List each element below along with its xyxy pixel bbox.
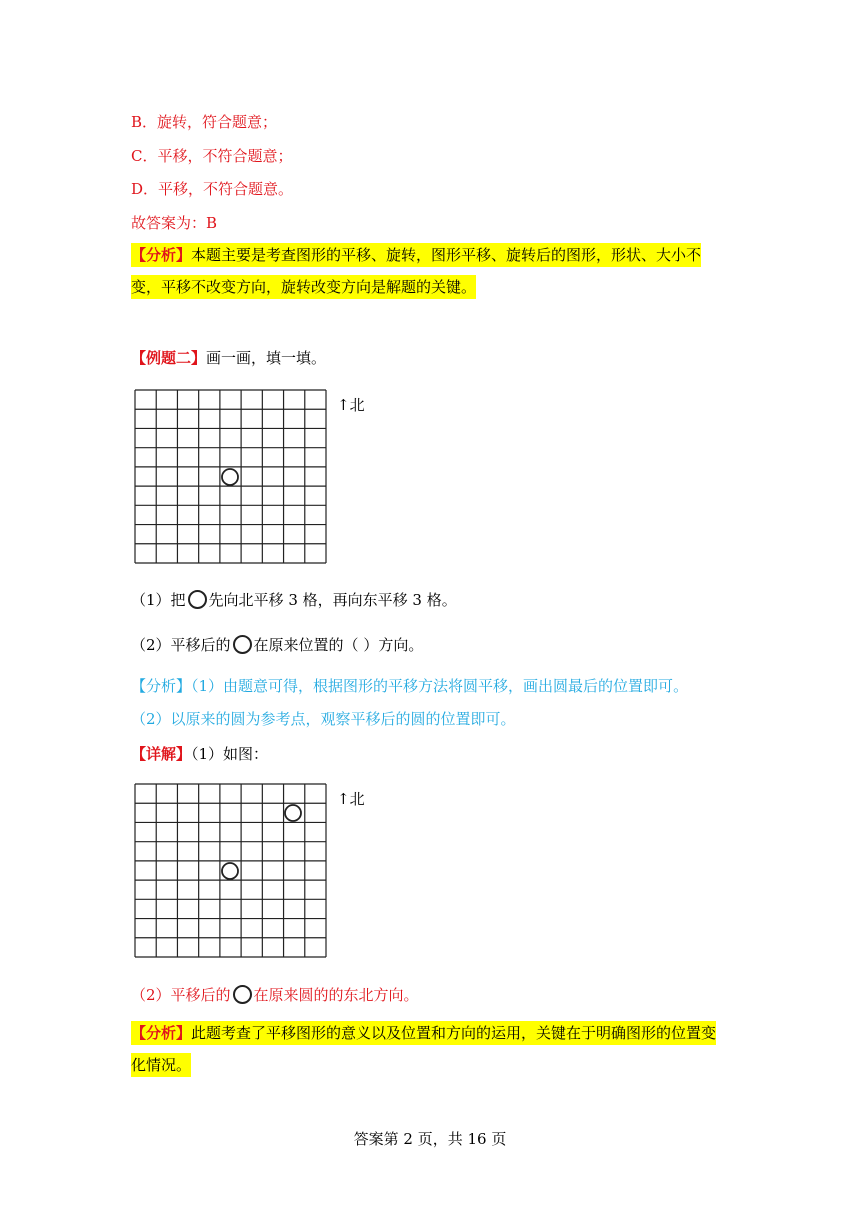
circle-icon — [188, 590, 207, 609]
analysis-2-line1 — [131, 675, 688, 697]
north-label: 北 — [349, 396, 365, 414]
page-footer: 答案第 2 页，共 16 页 — [353, 1130, 507, 1148]
analysis-text: 本题主要是考查图形的平移、旋转，图形平移、旋转后的图形，形状、大小不变，平移不改变方向，旋转改变方向是解题的关键。 — [131, 246, 702, 296]
example-prompt: 画一画，填一填。 — [206, 349, 327, 367]
circle-icon — [233, 985, 252, 1004]
q2-before: （2）平移后的 — [131, 636, 231, 654]
north-indicator — [337, 394, 365, 415]
question-2 — [131, 634, 423, 656]
answer-line: 故答案为：B — [131, 214, 218, 232]
example-tag: 【例题二】 — [131, 349, 207, 367]
analysis-tag: 【分析】 — [131, 246, 192, 264]
analysis-1 — [131, 239, 731, 303]
question-1 — [131, 589, 457, 611]
option-c: C．平移，不符合题意； — [131, 147, 293, 165]
analysis-2-line2: （2）以原来的圆为参考点，观察平移后的圆的位置即可。 — [131, 710, 516, 728]
grid-diagram-answer — [134, 783, 329, 963]
north-label: 北 — [349, 790, 365, 808]
circle-icon — [233, 635, 252, 654]
analysis-3 — [131, 1017, 731, 1081]
analysis2-tag: 【分析】 — [131, 677, 192, 695]
a2-before: （2）平移后的 — [131, 986, 231, 1004]
circle-original — [222, 469, 238, 485]
grid-diagram-question — [134, 389, 329, 569]
analysis2-line1: （1）由题意可得，根据图形的平移方法将圆平移，画出圆最后的位置即可。 — [191, 677, 689, 695]
answer-2 — [131, 984, 419, 1006]
detail-tag: 【详解】 — [131, 745, 192, 763]
arrow-up-icon: ↑ — [337, 790, 350, 808]
q1-after: 先向北平移 3 格，再向东平移 3 格。 — [208, 591, 457, 609]
grid-svg-answer — [134, 783, 329, 959]
q2-after: 在原来位置的（ ）方向。 — [253, 636, 424, 654]
example-2-heading — [131, 347, 326, 369]
grid-svg — [134, 389, 329, 565]
analysis3-text: 此题考查了平移图形的意义以及位置和方向的运用，关键在于明确图形的位置变化情况。 — [131, 1024, 717, 1074]
option-b: B．旋转，符合题意； — [131, 113, 278, 131]
option-d: D．平移，不符合题意。 — [131, 180, 294, 198]
detail-line — [131, 743, 268, 765]
a2-after: 在原来圆的的东北方向。 — [253, 986, 419, 1004]
analysis3-tag: 【分析】 — [131, 1024, 192, 1042]
detail-text: （1）如图： — [191, 745, 269, 763]
q1-before: （1）把 — [131, 591, 186, 609]
circle-original — [222, 863, 238, 879]
arrow-up-icon: ↑ — [337, 396, 350, 414]
north-indicator-answer — [337, 788, 365, 809]
circle-moved — [285, 805, 301, 821]
